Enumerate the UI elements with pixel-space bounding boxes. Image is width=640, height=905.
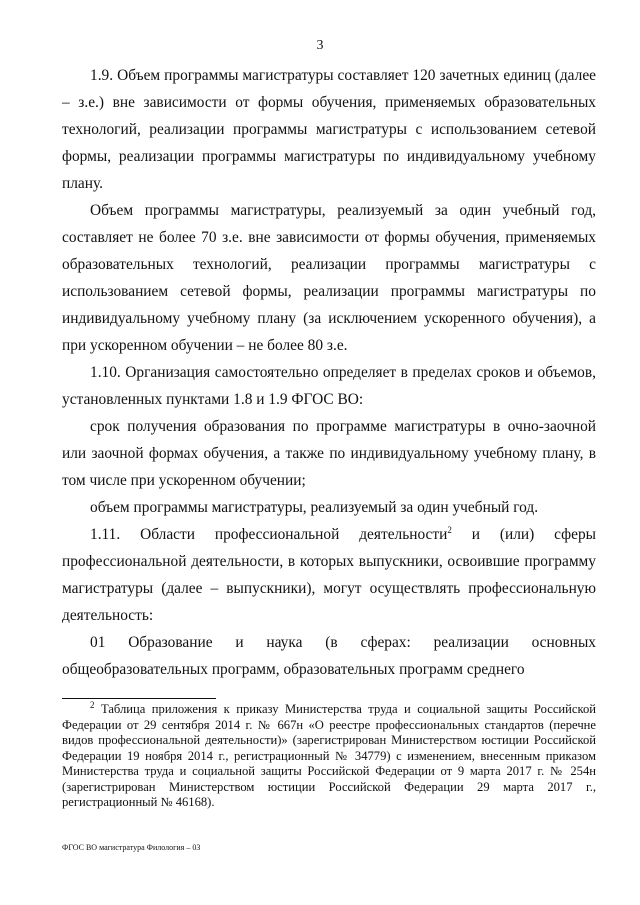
paragraph-1-11-start: 1.11. Области профессиональной деятельности bbox=[90, 526, 448, 543]
paragraph-1-9: 1.9. Объем программы магистратуры составляет 120 зачетных единиц (далее – з.е.) вне зависимости от формы обучения, применяемых образовательных технологий, реализации программы магистратуры с использованием сетевой формы, реализации программы магистратуры по индивидуальному учебному плану. bbox=[62, 67, 596, 192]
page-footer: ФГОС ВО магистратура Филология – 03 bbox=[62, 843, 201, 852]
paragraph-01-education: 01 Образование и наука (в сферах: реализации основных общеобразовательных программ, образовательных программ среднего bbox=[62, 634, 596, 678]
footnote-divider bbox=[62, 698, 216, 699]
paragraph-1-11-end: и (или) сферы профессиональной деятельности, в которых выпускники, освоившие программу магистратуры (далее – выпускники), могут осуществлять профессиональную деятельность: bbox=[62, 526, 596, 624]
paragraph-term: срок получения образования по программе магистратуры в очно-заочной или заочной формах обучения, а также по индивидуальному учебному плану, в том числе при ускоренном обучении; bbox=[62, 418, 596, 489]
footnote-text: Таблица приложения к приказу Министерства труда и социальной защиты Российской Федерации от 29 сентября 2014 г. № 667н «О реестре профессиональных стандартов (перечне видов профессиональной деятельности)» (зарегистрирован Министерством юстиции Российской Федерации 19 ноября 2014 г., регистрационный № 34779) с изменением, внесенным приказом Министерства труда и социальной защиты Российской Федерации от 9 марта 2017 г. № 254н (зарегистрирован Министерством юстиции Российской Федерации 29 марта 2017 г., регистрационный № 46168). bbox=[62, 702, 596, 809]
paragraph-annual-volume: Объем программы магистратуры, реализуемый за один учебный год, составляет не более 70 з.е. вне зависимости от формы обучения, применяемых образовательных технологий, реализации программы магистратуры с использованием сетевой формы, реализации программы магистратуры по индивидуальному учебному плану (за исключением ускоренного обучения), а при ускоренном обучении – не более 80 з.е. bbox=[62, 202, 596, 354]
footnote-reference: 2 bbox=[447, 524, 452, 535]
body-text bbox=[62, 62, 596, 683]
paragraph-1-10: 1.10. Организация самостоятельно определяет в пределах сроков и объемов, установленных пунктами 1.8 и 1.9 ФГОС ВО: bbox=[62, 364, 596, 408]
page-number: 3 bbox=[316, 38, 324, 53]
footnote-mark: 2 bbox=[90, 699, 95, 710]
paragraph-volume: объем программы магистратуры, реализуемый за один учебный год. bbox=[90, 499, 539, 516]
footnote bbox=[62, 699, 596, 811]
paragraph-1-11 bbox=[62, 521, 596, 629]
